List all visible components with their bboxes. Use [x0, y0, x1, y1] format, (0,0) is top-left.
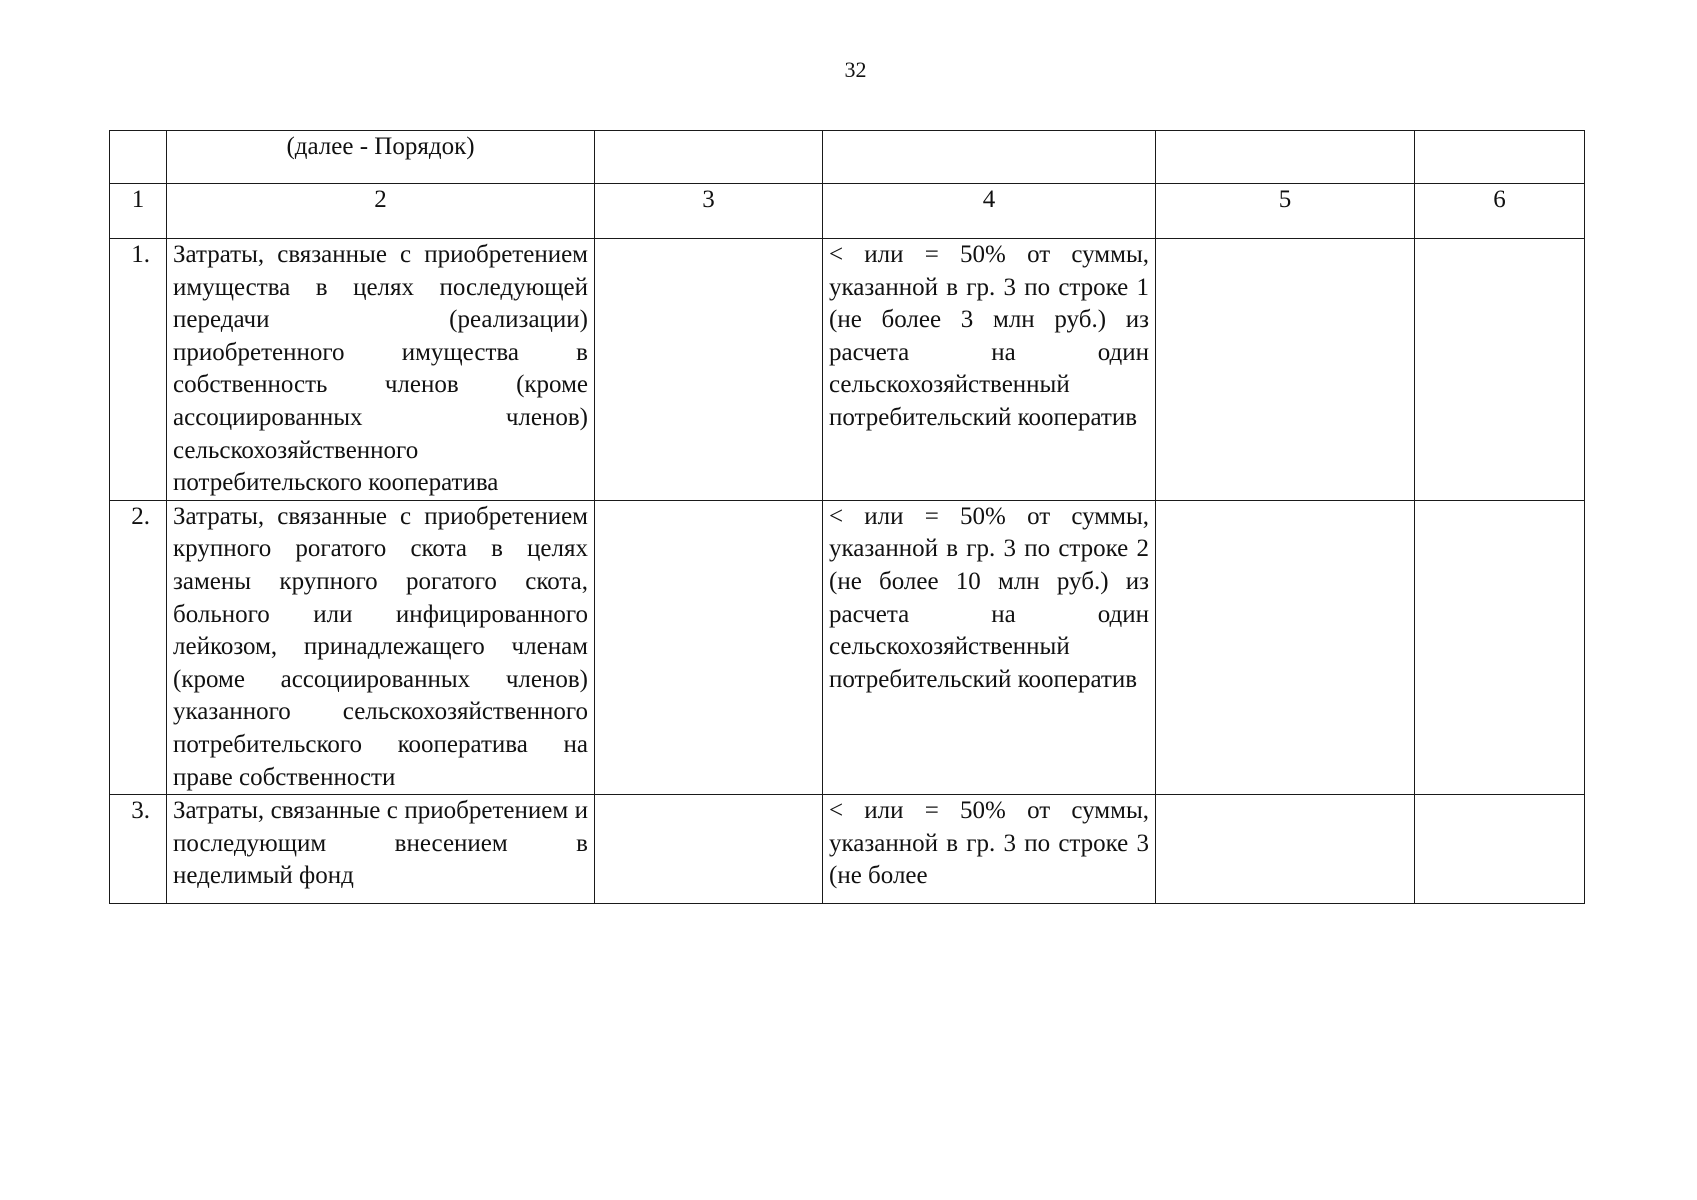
- row-description-cell: [167, 795, 595, 904]
- page-number: 32: [844, 57, 867, 82]
- continuation-text: (далее - Порядок): [286, 133, 475, 160]
- row-amount-cell: [595, 239, 823, 501]
- row-amount-cell: [595, 795, 823, 904]
- column-number: 3: [595, 184, 823, 239]
- row-col6-cell: [1415, 795, 1585, 904]
- row-limit: < или = 50% от суммы, указанной в гр. 3 по строке 3 (не более: [829, 797, 1149, 890]
- column-number: 5: [1156, 184, 1415, 239]
- table-cell: [1156, 131, 1415, 184]
- row-description: Затраты, связанные с приобретением крупного рогатого скота в целях замены крупного рогатого скота, больного или инфицированного лейкозом, принадлежащего членам (кроме ассоциированных членов) указанного сельскохозяйственного потребительского кооператива на праве собственности: [167, 500, 595, 794]
- table-cell: [1415, 131, 1585, 184]
- table-cell: [110, 131, 167, 184]
- continuation-row: [110, 131, 1585, 184]
- table-row: [110, 795, 1585, 904]
- row-col5-cell: [1156, 500, 1415, 794]
- column-number: 1: [110, 184, 167, 239]
- row-col6-cell: [1415, 500, 1585, 794]
- table-cell: [595, 131, 823, 184]
- row-description: Затраты, связанные с приобретением имущества в целях последующей передачи (реализации) приобретенного имущества в собственность членов (кроме ассоциированных членов) сельскохозяйственного потребительского кооператива: [167, 239, 595, 501]
- row-number: 2.: [110, 500, 167, 794]
- row-number: 3.: [110, 795, 167, 904]
- row-limit: < или = 50% от суммы, указанной в гр. 3 по строке 2 (не более 10 млн руб.) из расчета на один сельскохозяйственный потребительский кооператив: [823, 500, 1156, 794]
- table-cell: [167, 131, 595, 184]
- row-amount-cell: [595, 500, 823, 794]
- column-number: 2: [167, 184, 595, 239]
- table-row: [110, 500, 1585, 794]
- table-row: [110, 239, 1585, 501]
- column-number: 6: [1415, 184, 1585, 239]
- column-number: 4: [823, 184, 1156, 239]
- row-description: Затраты, связанные с приобретением и последующим внесением в неделимый фонд: [173, 797, 588, 890]
- table-cell: [823, 131, 1156, 184]
- row-col5-cell: [1156, 239, 1415, 501]
- row-col5-cell: [1156, 795, 1415, 904]
- row-limit: < или = 50% от суммы, указанной в гр. 3 по строке 1 (не более 3 млн руб.) из расчета на один сельскохозяйственный потребительский кооператив: [823, 239, 1156, 501]
- row-number: 1.: [110, 239, 167, 501]
- row-col6-cell: [1415, 239, 1585, 501]
- row-limit-cell: [823, 795, 1156, 904]
- column-numbers-row: [110, 184, 1585, 239]
- subsidy-table: [109, 130, 1585, 904]
